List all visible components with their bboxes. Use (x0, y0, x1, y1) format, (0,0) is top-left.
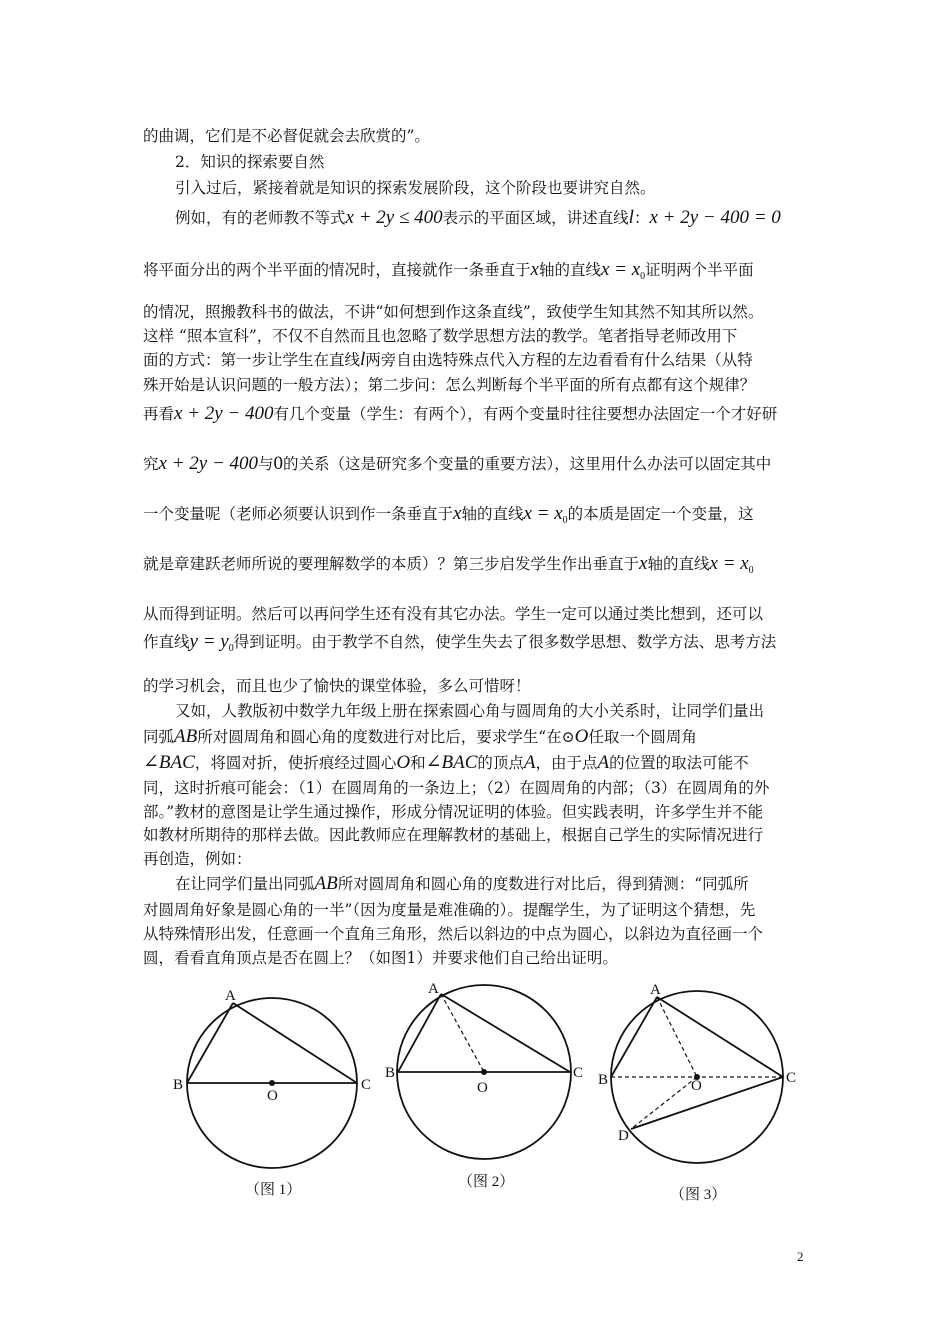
text: 轴的直线 (461, 505, 524, 523)
center-point (481, 1069, 487, 1075)
text: 和 (410, 754, 426, 772)
segment-ac (233, 1003, 357, 1083)
text: ，将圆对折，使折痕经过圆心 (194, 754, 397, 772)
text: 2．知识的探索要自然 (175, 153, 325, 171)
page-number: 2 (797, 1249, 804, 1264)
label-a: A (428, 981, 439, 997)
math-var: x (453, 503, 462, 524)
figure-3 (598, 982, 796, 1203)
text: 证明两个半平面 (645, 261, 754, 279)
text: 部。”教材的意图是让学生通过操作，形成分情况证明的体验。但实践表明，许多学生并不能 (143, 803, 764, 821)
segment-ac (657, 997, 783, 1077)
center-point (269, 1080, 275, 1086)
math-angle: ∠BAC (143, 752, 195, 773)
math-arc: AB (314, 873, 338, 894)
text: 这样 “照本宣科”，不仅不自然而且也忽略了数学思想方法的教学。笔者指导老师改用下 (143, 327, 738, 345)
text: 表示的平面区域，讲述直线 (442, 209, 629, 227)
math-angle: ∠BAC (425, 752, 478, 773)
text: 与 (258, 455, 274, 473)
math-var: l (360, 349, 366, 370)
text: 面的方式：第一步让学生在直线 (143, 351, 361, 369)
math-arc: AB (174, 726, 198, 747)
math-number: 0 (273, 453, 284, 474)
text: 如教材所期待的那样去做。因此教师应在理解教材的基础上，根据自己学生的实际情况进行 (143, 826, 764, 844)
text: 所对圆周角和圆心角的度数进行对比后，得到猜测：“同弧所 (337, 875, 749, 893)
label-b: B (385, 1065, 396, 1081)
math-var: l (628, 207, 634, 228)
math-inequality: x + 2y ≤ 400 (345, 207, 443, 228)
segment-ab (398, 994, 441, 1072)
math-equation: x = x (523, 503, 563, 524)
math-equation: x + 2y − 400 = 0 (649, 207, 781, 228)
dashed-ao (441, 994, 484, 1072)
text: 轴的直线 (538, 261, 601, 279)
text: 究 (143, 455, 159, 473)
dashed-od (631, 1077, 697, 1129)
label-o: O (691, 1078, 702, 1094)
label-a: A (650, 982, 661, 998)
math-subscript: 0 (562, 515, 568, 526)
segment-ab (611, 997, 657, 1077)
text: 的位置的取法可能不 (609, 754, 749, 772)
figure-caption: （图 2） (458, 1174, 515, 1190)
math-var: x (639, 553, 648, 574)
text: 在让同学们量出同弧 (175, 875, 315, 893)
label-a: A (225, 988, 236, 1004)
text: 作直线 (143, 633, 190, 651)
math-subscript: 0 (228, 643, 234, 654)
label-o: O (477, 1080, 488, 1096)
math-var: A (523, 752, 536, 773)
label-b: B (598, 1072, 609, 1088)
text: 从而得到证明。然后可以再问学生还有没有其它办法。学生一定可以通过类比想到，还可以 (143, 605, 764, 623)
figure-caption: （图 3） (670, 1187, 727, 1203)
label-d: D (618, 1128, 629, 1144)
text: 有几个变量（学生：有两个），有两个变量时往往要想办法固定一个才好研 (273, 405, 778, 423)
text: 的本质是固定一个变量，这 (567, 505, 754, 523)
text: 所对圆周角和圆心角的度数进行对比后，要求学生“在⊙ (197, 728, 575, 746)
text: 例如，有的老师教不等式 (175, 209, 346, 227)
text: 再看 (143, 405, 175, 423)
label-c: C (361, 1077, 372, 1093)
text: 一个变量呢（老师必须要认识到作一条垂直于 (143, 505, 454, 523)
text: 再创造，例如： (143, 850, 252, 868)
math-equation: y = y (189, 631, 229, 652)
math-equation: x = x (600, 259, 641, 280)
text: 的学习机会，而且也少了愉快的课堂体验，多么可惜呀！ (143, 677, 531, 695)
math-subscript: 0 (640, 271, 646, 282)
text: 同，这时折痕可能会：（1）在圆周角的一条边上；（2）在圆周角的内部；（3）在圆周角的外 (143, 779, 770, 797)
text: ： (633, 209, 650, 227)
text: 圆，看看直角顶点是否在圆上？（如图1）并要求他们自己给出证明。 (143, 949, 618, 967)
text: 就是章建跃老师所说的要理解数学的本质）？第三步启发学生作出垂直于 (143, 555, 640, 573)
segment-ac (441, 994, 570, 1072)
text: 两旁自由选特殊点代入方程的左边看看有什么结果（从特 (365, 351, 753, 369)
text: 得到证明。由于教学不自然，使学生失去了很多数学思想、数学方法、思考方法 (233, 633, 777, 651)
figure-1 (173, 988, 371, 1198)
math-var: A (597, 752, 610, 773)
math-var: O (396, 752, 411, 773)
text: 又如，人教版初中数学九年级上册在探索圆心角与圆周角的大小关系时，让同学们量出 (175, 702, 765, 720)
label-c: C (786, 1070, 797, 1086)
math-expression: x + 2y − 400 (158, 453, 259, 474)
math-expression: x + 2y − 400 (174, 403, 274, 424)
text: 殊开始是认识问题的一般方法）；第二步问：怎么判断每个半平面的所有点都有这个规律？ (143, 376, 756, 394)
text: 任取一个圆周角 (588, 728, 697, 746)
text: 对圆周角好象是圆心角的一半”（因为度量是难准确的）。提醒学生，为了证明这个猜想，先 (143, 901, 756, 919)
label-o: O (267, 1088, 278, 1104)
figure-caption: （图 1） (245, 1182, 302, 1198)
text: 的关系（这是研究多个变量的重要方法），这里用什么办法可以固定其中 (283, 455, 772, 473)
math-equation: x = x (709, 553, 749, 574)
segment-dc (631, 1077, 783, 1129)
segment-ab (187, 1003, 233, 1083)
text: 的曲调，它们是不必督促就会去欣赏的”。 (143, 127, 430, 145)
math-subscript: 0 (748, 565, 754, 576)
figure-2 (385, 981, 583, 1190)
math-var: x (530, 259, 539, 280)
text: 的顶点 (477, 754, 524, 772)
text: 将平面分出的两个半平面的情况时，直接就作一条垂直于 (143, 261, 531, 279)
math-var: O (574, 726, 589, 747)
text: 同弧 (143, 728, 175, 746)
text: 从特殊情形出发，任意画一个直角三角形，然后以斜边的中点为圆心，以斜边为直径画一个 (143, 925, 764, 943)
label-c: C (573, 1065, 584, 1081)
text: 的情况，照搬教科书的做法，不讲“如何想到作这条直线”，致使学生知其然不知其所以然。 (143, 303, 764, 321)
text: 引入过后，紧接着就是知识的探索发展阶段，这个阶段也要讲究自然。 (175, 179, 656, 197)
text: ，由于点 (535, 754, 598, 772)
label-b: B (173, 1077, 184, 1093)
text: 轴的直线 (647, 555, 710, 573)
